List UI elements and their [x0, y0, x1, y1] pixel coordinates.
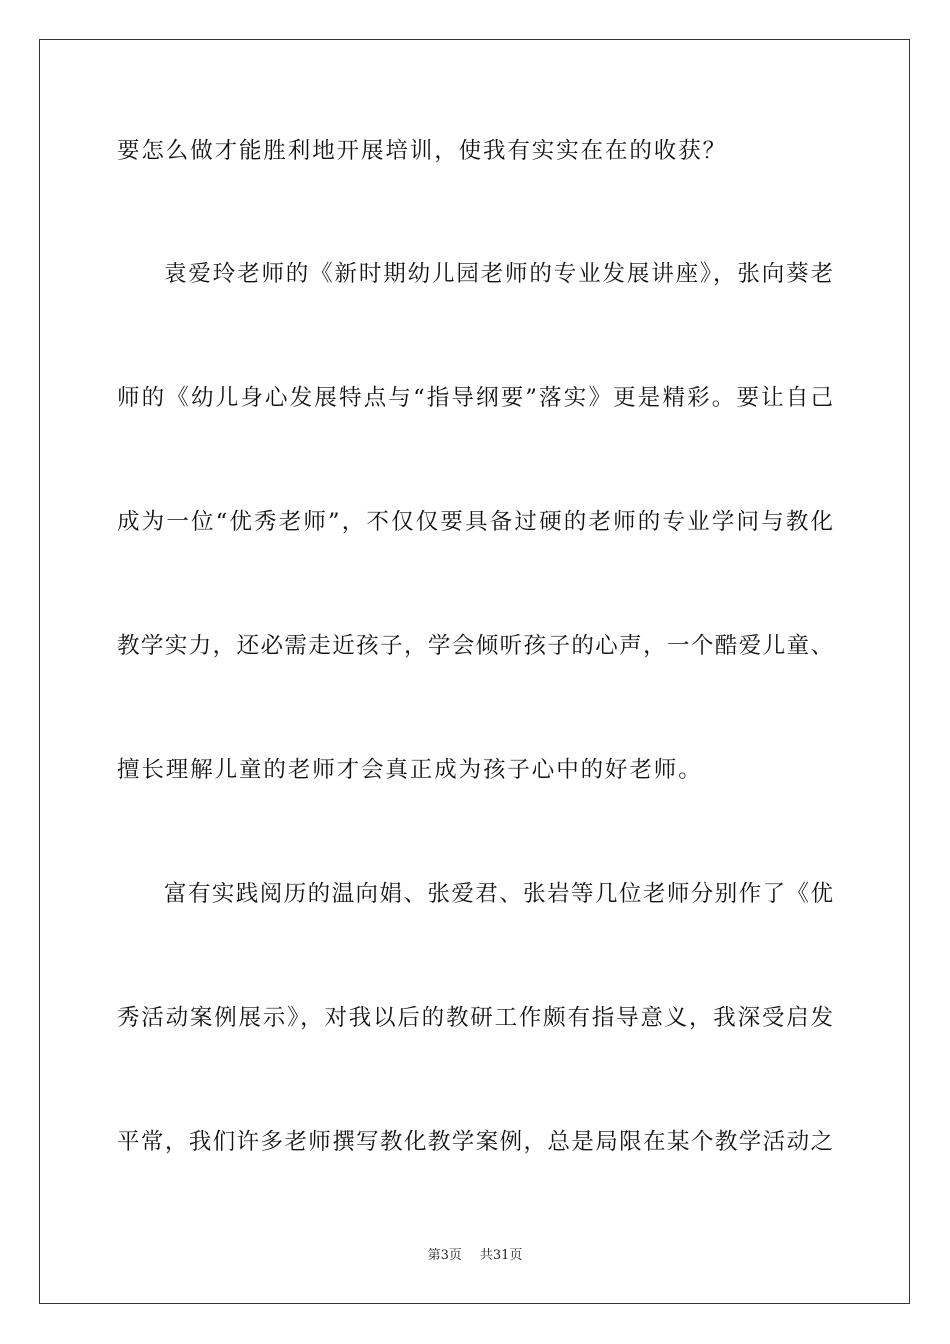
- text-line-1: 要怎么做才能胜利地开展培训，使我有实实在在的收获？: [117, 138, 728, 164]
- text-line-3: 师的《幼儿身心发展特点与“指导纲要”落实》更是精彩。要让自己: [117, 385, 833, 411]
- page-total: 共31页: [479, 1248, 523, 1263]
- text-line-5: 教学实力，还必需走近孩子，学会倾听孩子的心声，一个酷爱儿童、: [117, 633, 833, 659]
- text-line-8: 秀活动案例展示》，对我以后的教研工作颇有指导意义，我深受启发: [117, 1005, 833, 1031]
- text-line-9: 平常，我们许多老师撰写教化教学案例，总是局限在某个教学活动之: [117, 1129, 833, 1155]
- text-line-2: 袁爱玲老师的《新时期幼儿园老师的专业发展讲座》，张向葵老: [164, 261, 833, 287]
- page-number: 第3页: [427, 1248, 462, 1263]
- text-line-7: 富有实践阅历的温向娟、张爱君、张岩等几位老师分别作了《优: [164, 881, 833, 907]
- page-footer: [0, 1246, 950, 1266]
- text-line-4: 成为一位“优秀老师”，不仅仅要具备过硬的老师的专业学问与教化: [117, 509, 833, 535]
- text-line-6: 擅长理解儿童的老师才会真正成为孩子心中的好老师。: [117, 757, 703, 783]
- page-border: [39, 39, 910, 1304]
